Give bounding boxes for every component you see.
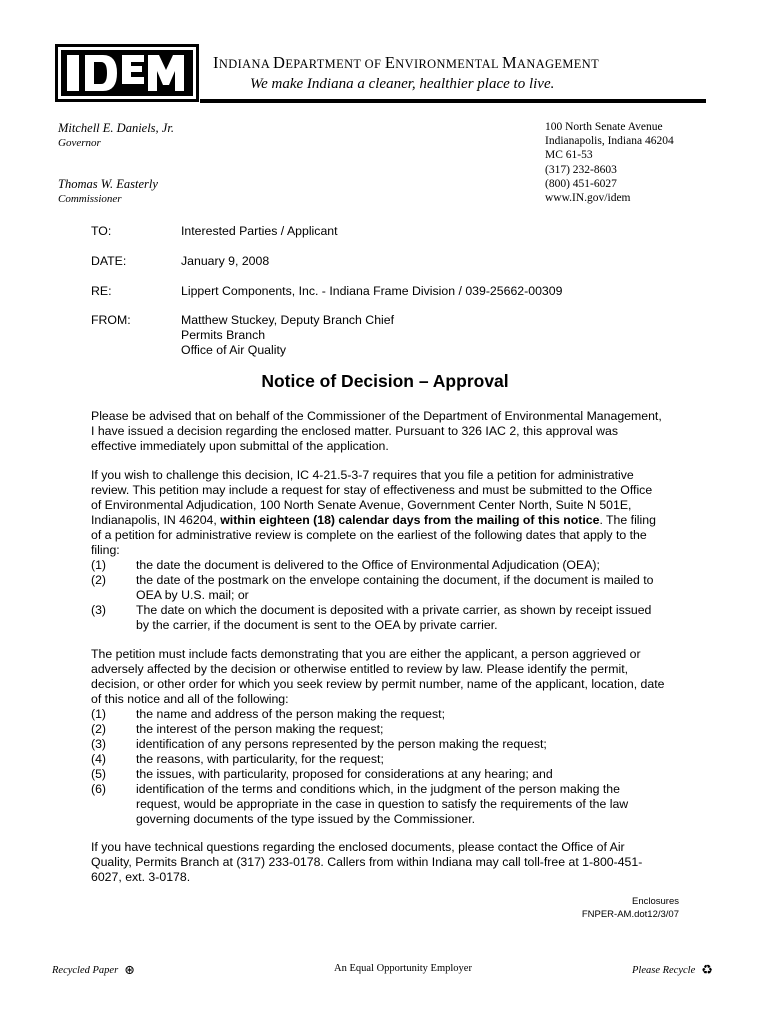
list-item — [91, 722, 701, 737]
from-line: Matthew Stuckey, Deputy Branch Chief — [181, 313, 395, 327]
agency-initial: I — [213, 53, 219, 72]
text-line: I have issued a decision regarding the enclosed matter. Pursuant to 326 IAC 2, this approval was — [91, 424, 619, 438]
footer-recycled-paper — [52, 962, 135, 978]
text-line: The petition must include facts demonstrating that you are either the applicant, a person aggrieved or — [91, 647, 641, 661]
address-street: 100 North Senate Avenue — [545, 121, 663, 133]
list-item — [91, 558, 701, 573]
list-item — [91, 767, 701, 782]
agency-word: NVIRONMENTAL — [395, 57, 502, 71]
list-number: (2) — [91, 722, 107, 736]
agency-address — [545, 120, 674, 205]
list-item-continuation — [91, 797, 701, 812]
address-mailcode: MC 61-53 — [545, 149, 593, 162]
governor-name: Mitchell E. Daniels, Jr. — [58, 121, 174, 135]
text-line: adversely affected by the decision or otherwise entitled to review by law. Please identify the permit, — [91, 662, 629, 676]
list-text: by the carrier, if the document is sent to the OEA by private carrier. — [136, 618, 498, 632]
list-item — [91, 752, 701, 767]
footer-equal-opportunity: An Equal Opportunity Employer — [334, 963, 472, 974]
date-label: DATE: — [91, 254, 127, 268]
list-text: the issues, with particularity, proposed for considerations at any hearing; and — [136, 767, 553, 781]
to-label: TO: — [91, 224, 112, 238]
list-text: the name and address of the person making the request; — [136, 707, 445, 721]
from-line: Permits Branch — [181, 328, 266, 342]
list-item — [91, 782, 701, 797]
commissioner-title: Commissioner — [58, 193, 122, 205]
list-text: The date on which the document is deposited with a private carrier, as shown by receipt issued — [136, 603, 652, 617]
agency-initial: E — [384, 53, 396, 72]
address-phone: (317) 232-8603 — [545, 163, 617, 176]
text-line: If you have technical questions regarding the enclosed documents, please contact the Office of Air — [91, 840, 625, 854]
paragraph-contact — [91, 840, 701, 885]
list-item-continuation — [91, 588, 701, 603]
list-text: the reasons, with particularity, for the request; — [136, 752, 384, 766]
list-text: the interest of the person making the request; — [136, 722, 384, 736]
governor-block — [58, 121, 174, 151]
list-number: (1) — [91, 558, 107, 572]
list-text: OEA by U.S. mail; or — [136, 588, 249, 602]
address-website: www.IN.gov/idem — [545, 192, 631, 205]
agency-name — [213, 53, 599, 73]
from-line: Office of Air Quality — [181, 343, 287, 357]
letterhead-rule — [200, 99, 706, 103]
list-text: identification of the terms and conditions which, in the judgment of the person making the — [136, 782, 620, 796]
document-title: Notice of Decision – Approval — [261, 371, 509, 391]
list-text: request, would be appropriate in the case in question to satisfy the requirements of the law — [136, 797, 629, 811]
agency-initial: D — [273, 53, 286, 72]
list-number: (3) — [91, 603, 107, 617]
list-text: identification of any persons represented by the person making the request; — [136, 737, 547, 751]
re-label: RE: — [91, 284, 112, 298]
text-run: . The filing — [599, 513, 656, 527]
text-line: 6027, ext. 3-0178. — [91, 870, 191, 884]
footer-right-text: Please Recycle — [632, 965, 696, 976]
text-line: Quality, Permits Branch at (317) 233-0178. Callers from within Indiana may call toll-free at 1-800-451- — [91, 855, 643, 869]
list-text: governing documents of the type issued by the Commissioner. — [136, 812, 476, 826]
footer-please-recycle — [632, 962, 713, 978]
list-number: (6) — [91, 782, 107, 796]
recycle-icon: ♻ — [701, 962, 713, 977]
address-city: Indianapolis, Indiana 46204 — [545, 135, 674, 148]
agency-word: NDIANA — [218, 57, 273, 71]
list-item-continuation — [91, 812, 701, 827]
agency-initial: M — [501, 53, 518, 72]
text-line — [91, 513, 701, 528]
text-line: filing: — [91, 543, 120, 557]
list-number: (2) — [91, 573, 107, 587]
text-line: of a petition for administrative review is complete on the earliest of the following dates that apply to the — [91, 528, 647, 542]
commissioner-name: Thomas W. Easterly — [58, 177, 158, 191]
list-item — [91, 603, 701, 618]
text-line: If you wish to challenge this decision, IC 4-21.5-3-7 requires that you file a petition for administrative — [91, 468, 634, 482]
text-run: Indianapolis, IN 46204, — [91, 513, 221, 527]
list-item — [91, 573, 701, 588]
form-code: FNPER-AM.dot12/3/07 — [581, 909, 679, 920]
list-number: (1) — [91, 707, 107, 721]
paragraph-appeal-rights — [91, 468, 701, 633]
date-value: January 9, 2008 — [181, 254, 270, 268]
list-number: (4) — [91, 752, 107, 766]
text-line: of this notice and all of the following: — [91, 692, 289, 706]
idem-logo — [55, 44, 199, 102]
address-tollfree: (800) 451-6027 — [545, 177, 617, 190]
list-item-continuation — [91, 618, 701, 633]
list-text: the date of the postmark on the envelope containing the document, if the document is mailed to — [136, 573, 654, 587]
enclosures-note — [582, 895, 679, 921]
to-value: Interested Parties / Applicant — [181, 224, 338, 238]
list-number: (5) — [91, 767, 107, 781]
text-line: effective immediately upon submittal of the application. — [91, 439, 389, 453]
list-item — [91, 737, 701, 752]
governor-title: Governor — [58, 137, 101, 149]
deadline-emphasis: within eighteen (18) calendar days from the mailing of this notice — [220, 513, 600, 527]
text-line: Please be advised that on behalf of the Commissioner of the Department of Environmental Management, — [91, 409, 662, 423]
list-item — [91, 707, 701, 722]
agency-word: ANAGEMENT — [517, 57, 600, 71]
re-value: Lippert Components, Inc. - Indiana Frame Division / 039-25662-00309 — [181, 284, 563, 298]
paragraph-petition-contents — [91, 647, 701, 827]
agency-word: EPARTMENT OF — [285, 57, 385, 71]
from-label: FROM: — [91, 313, 131, 327]
agency-tagline: We make Indiana a cleaner, healthier place to live. — [250, 76, 555, 92]
recycled-paper-icon: ⊛ — [124, 962, 136, 977]
from-value — [181, 313, 394, 358]
paragraph-authority — [91, 409, 701, 454]
list-text: the date the document is delivered to the Office of Environmental Adjudication (OEA); — [136, 558, 600, 572]
commissioner-block — [58, 177, 158, 207]
enclosures-label: Enclosures — [632, 896, 679, 907]
text-line: decision, or other order for which you seek review by permit number, name of the applicant, location, date — [91, 677, 665, 691]
footer-left-text: Recycled Paper — [52, 965, 119, 976]
text-line: of Environmental Adjudication, 100 North Senate Avenue, Government Center North, Suite N 501E, — [91, 498, 632, 512]
list-number: (3) — [91, 737, 107, 751]
text-line: review. This petition may include a request for stay of effectiveness and must be submitted to the Office — [91, 483, 653, 497]
